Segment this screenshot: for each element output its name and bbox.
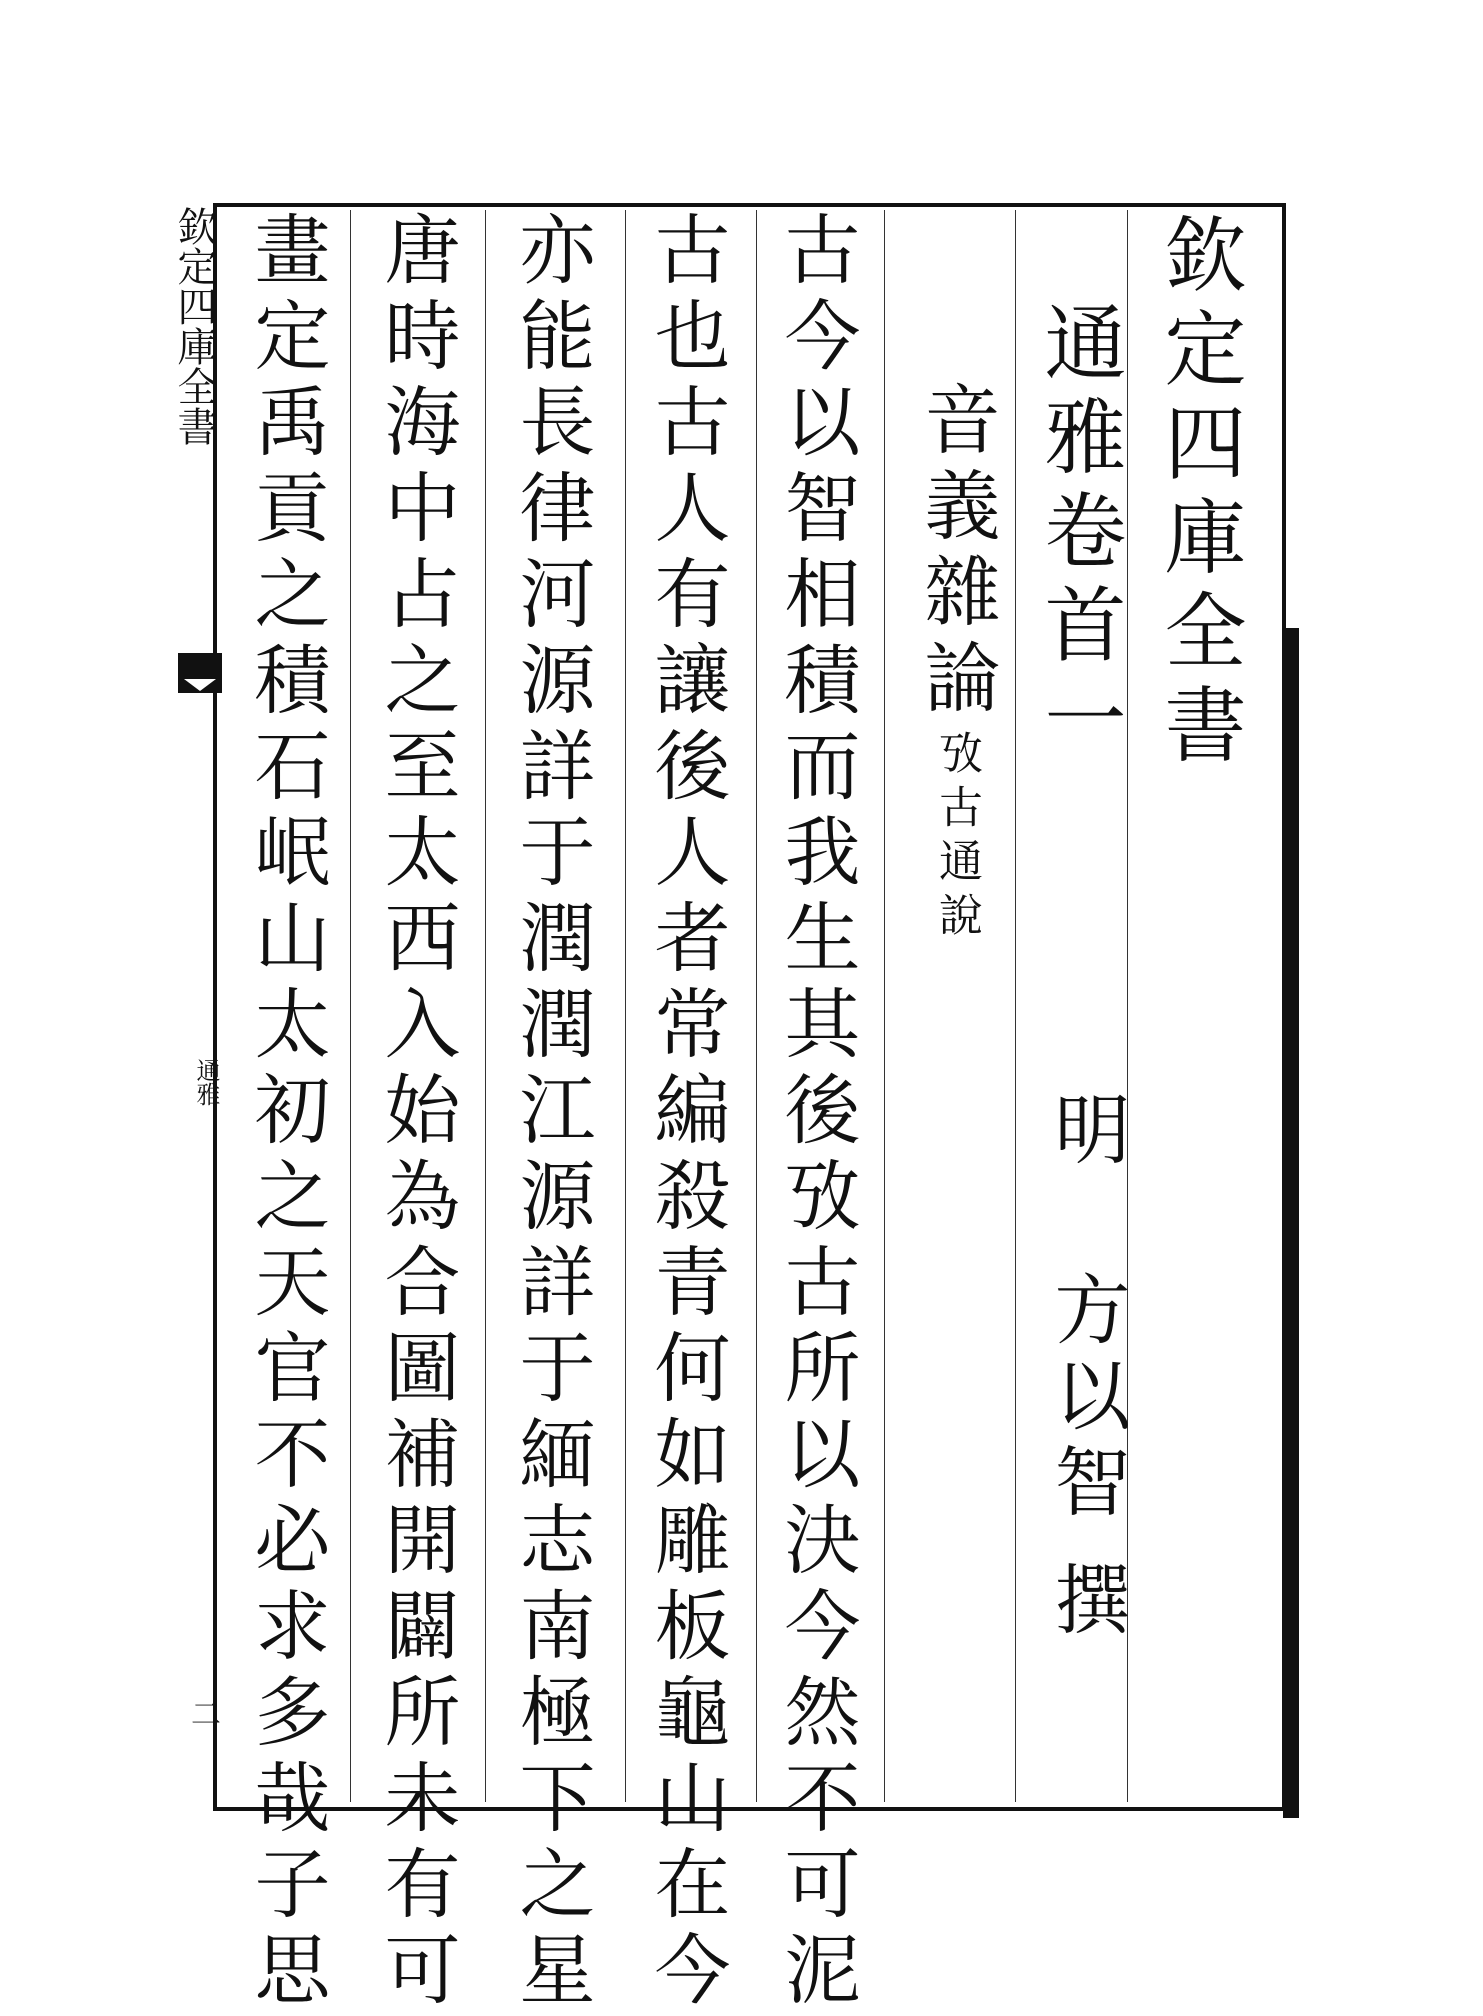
dynasty: 明 bbox=[1042, 1090, 1131, 1176]
volume-title: 通雅卷首一 bbox=[1031, 300, 1126, 770]
margin-book-title: 欽定四庫全書 bbox=[171, 206, 217, 446]
column-divider bbox=[1015, 210, 1016, 1802]
body-column-4: 唐時海中占之至太西入始為合圖補開闢所未有可 bbox=[372, 210, 461, 2016]
chapter-subtitle: 攷古通說 bbox=[931, 730, 982, 946]
column-divider bbox=[884, 210, 885, 1802]
body-column-5: 畫定禹貢之積石岷山太初之天官不必求多哉子思 bbox=[242, 210, 331, 2016]
chapter-title: 音義雜論 bbox=[912, 380, 1001, 724]
column-divider bbox=[625, 210, 626, 1802]
body-column-1: 古今以智相積而我生其後攷古所以決今然不可泥 bbox=[772, 210, 861, 2016]
author: 方以智 bbox=[1042, 1270, 1131, 1528]
margin-page-number: 二 bbox=[185, 1698, 220, 1728]
margin-section: 通雅 bbox=[192, 1058, 220, 1106]
author-role: 撰 bbox=[1042, 1560, 1131, 1646]
fishtail-mark bbox=[178, 653, 222, 693]
column-divider bbox=[485, 210, 486, 1802]
body-column-3: 亦能長律河源詳于潤潤江源詳于緬志南極下之星 bbox=[507, 210, 596, 2016]
margin-strip bbox=[171, 198, 222, 1828]
collection-title: 欽定四庫全書 bbox=[1151, 212, 1246, 776]
body-column-2: 古也古人有讓後人者常編殺青何如雕板龜山在今 bbox=[642, 210, 731, 2016]
frame-edge-bar bbox=[1283, 628, 1299, 1818]
column-divider bbox=[756, 210, 757, 1802]
column-divider bbox=[350, 210, 351, 1802]
